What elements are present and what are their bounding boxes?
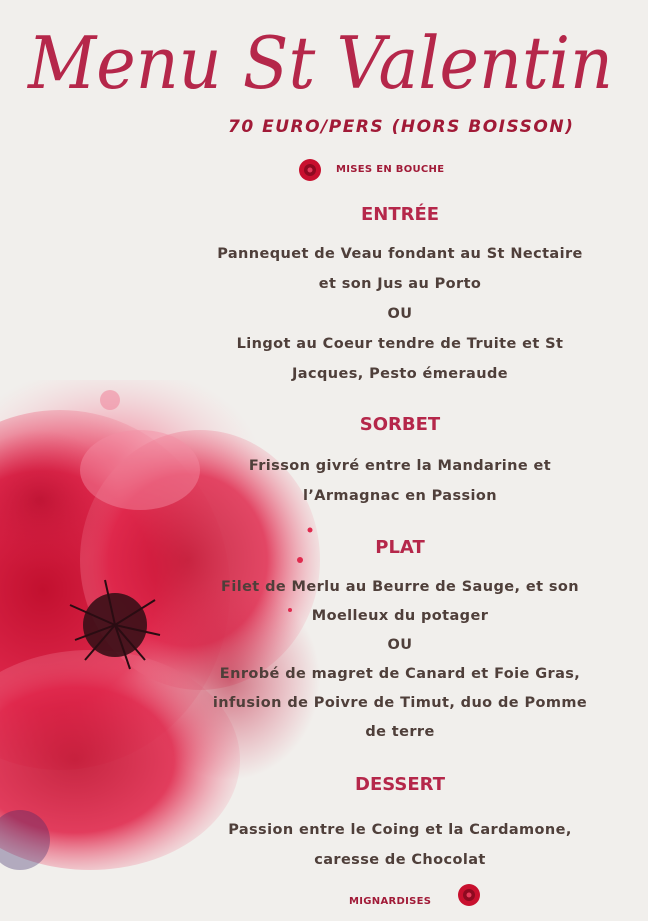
section-title-dessert: DESSERT [355, 774, 445, 795]
section-title-sorbet: SORBET [359, 414, 441, 435]
dish-line: Lingot au Coeur tendre de Truite et St [236, 336, 564, 352]
section-title-plat: PLAT [375, 537, 425, 558]
rose-icon [457, 883, 481, 907]
price-subtitle: 70 EURO/PERS (HORS BOISSON) [228, 117, 575, 137]
dish-line: Filet de Merlu au Beurre de Sauge, et son [221, 579, 579, 595]
dish-line: Enrobé de magret de Canard et Foie Gras, [219, 666, 581, 682]
section-dishes-dessert [180, 815, 620, 875]
or-separator: OU [387, 637, 413, 653]
section-dishes-plat [180, 573, 620, 747]
section-dishes-sorbet [180, 451, 620, 511]
dish-line: et son Jus au Porto [318, 276, 482, 292]
dish-line: Frisson givré entre la Mandarine et [248, 458, 552, 474]
dish-line: Passion entre le Coing et la Cardamone, [228, 822, 572, 838]
amuse-bouche-label: MISES EN BOUCHE [336, 164, 445, 175]
dish-line: caresse de Chocolat [314, 852, 486, 868]
mignardises-label: MIGNARDISES [349, 896, 432, 907]
menu-title-text: Menu St Valentin [26, 21, 613, 105]
rose-icon [298, 158, 322, 182]
dish-line: l’Armagnac en Passion [302, 488, 498, 504]
menu-title [18, 6, 618, 116]
or-separator: OU [387, 306, 413, 322]
section-title-entree: ENTRÉE [360, 204, 440, 225]
section-dishes-entree [180, 239, 620, 389]
dish-line: Jacques, Pesto émeraude [292, 366, 508, 382]
dish-line: Moelleux du potager [311, 608, 489, 624]
dish-line: Pannequet de Veau fondant au St Nectaire [217, 246, 583, 262]
dish-line: de terre [365, 724, 435, 740]
dish-line: infusion de Poivre de Timut, duo de Pomme [212, 695, 588, 711]
